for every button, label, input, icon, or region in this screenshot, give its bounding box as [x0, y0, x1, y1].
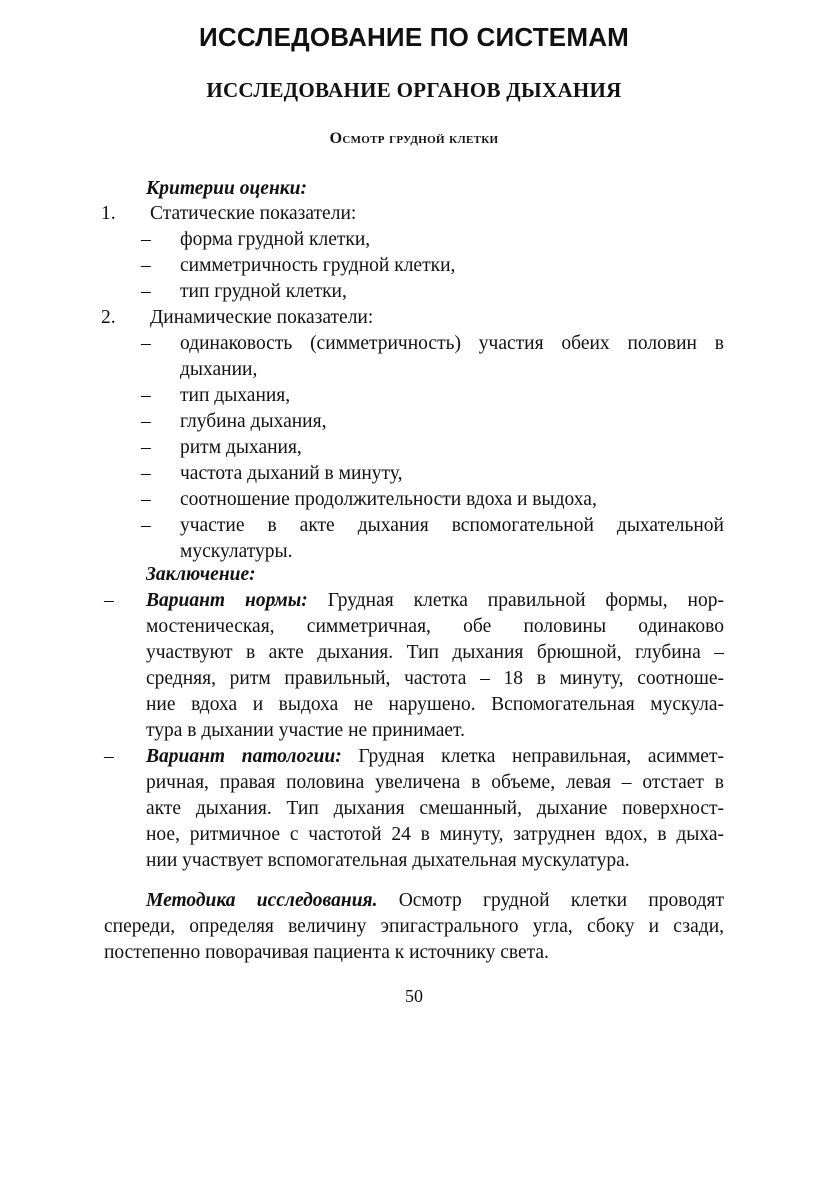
list-item: тип грудной клетки,: [180, 281, 347, 302]
list-dash: –: [141, 281, 151, 302]
group-label-dynamic: Динамические показатели:: [150, 307, 374, 328]
pathology-line: ное, ритмичное с частотой 24 в минуту, затруднен вдох, в дыха-: [146, 824, 724, 845]
list-dash: –: [141, 437, 151, 458]
list-item-continuation: дыхании,: [180, 359, 258, 380]
criteria-heading: Критерии оценки:: [146, 178, 307, 199]
method-line: [146, 888, 724, 914]
norm-label: Вариант нормы:: [146, 590, 308, 611]
pathology-line: ричная, правая половина увеличена в объеме, левая – отстает в: [146, 772, 724, 793]
list-item: симметричность грудной клетки,: [180, 255, 456, 276]
norm-line: средняя, ритм правильный, частота – 18 в минуту, соотноше-: [146, 668, 724, 689]
pathology-line: [146, 744, 724, 770]
norm-line: мостеническая, симметричная, обе половины одинаково: [146, 616, 724, 637]
section-title-text: Осмотр грудной клетки: [329, 130, 499, 147]
method-text: Осмотр грудной клетки проводят: [377, 890, 724, 911]
list-dash: –: [104, 746, 114, 767]
list-item: форма грудной клетки,: [180, 229, 371, 250]
norm-line: тура в дыхании участие не принимает.: [146, 720, 465, 741]
list-dash: –: [141, 255, 151, 276]
norm-line: [146, 588, 724, 614]
list-dash: –: [141, 229, 151, 250]
norm-line: ние вдоха и выдоха не нарушено. Вспомогательная мускула-: [146, 694, 724, 715]
list-dash: –: [141, 385, 151, 406]
list-item: соотношение продолжительности вдоха и выдоха,: [180, 489, 597, 510]
method-label: Методика исследования.: [146, 890, 378, 911]
norm-text: Грудная клетка правильной формы, нор-: [307, 590, 724, 611]
page-number: 50: [405, 986, 423, 1006]
list-number: 1.: [101, 203, 116, 224]
section-title: [0, 130, 828, 148]
method-line: спереди, определяя величину эпигастрального угла, сбоку и сзади,: [104, 916, 724, 937]
list-dash: –: [141, 463, 151, 484]
list-dash: –: [141, 333, 151, 354]
list-item: ритм дыхания,: [180, 437, 302, 458]
page-title: ИССЛЕДОВАНИЕ ПО СИСТЕМАМ: [198, 22, 630, 52]
list-item-continuation: мускулатуры.: [180, 541, 293, 562]
list-item: тип дыхания,: [180, 385, 291, 406]
conclusion-heading: Заключение:: [146, 564, 256, 585]
list-item: частота дыханий в минуту,: [180, 463, 403, 484]
chapter-title: ИССЛЕДОВАНИЕ ОРГАНОВ ДЫХАНИЯ: [206, 78, 622, 102]
list-dash: –: [141, 411, 151, 432]
pathology-line: акте дыхания. Тип дыхания смешанный, дыхание поверхност-: [146, 798, 724, 819]
list-item: глубина дыхания,: [180, 411, 327, 432]
method-line: постепенно поворачивая пациента к источнику света.: [104, 942, 549, 963]
pathology-label: Вариант патологии:: [146, 746, 342, 767]
list-item: участие в акте дыхания вспомогательной дыхательной: [180, 515, 724, 536]
list-dash: –: [141, 489, 151, 510]
group-label-static: Статические показатели:: [150, 203, 357, 224]
norm-line: участвуют в акте дыхания. Тип дыхания брюшной, глубина –: [146, 642, 724, 663]
list-item: одинаковость (симметричность) участия обеих половин в: [180, 333, 724, 354]
pathology-line: нии участвует вспомогательная дыхательная мускулатура.: [146, 850, 630, 871]
list-dash: –: [141, 515, 151, 536]
list-number: 2.: [101, 307, 116, 328]
pathology-text: Грудная клетка неправильная, асиммет-: [341, 746, 724, 767]
list-dash: –: [104, 590, 114, 611]
